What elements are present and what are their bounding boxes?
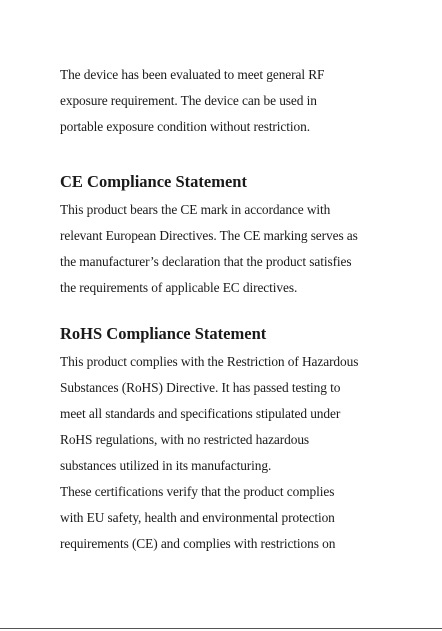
ce-compliance-paragraph <box>60 197 400 301</box>
rohs-compliance-heading: RoHS Compliance Statement <box>60 324 267 343</box>
paragraph-line: This product complies with the Restriction of Hazardous <box>60 354 359 369</box>
paragraph-line: the requirements of applicable EC directives. <box>60 280 298 295</box>
paragraph-line: substances utilized in its manufacturing. <box>60 458 272 473</box>
paragraph-line: These certifications verify that the product complies <box>60 484 335 499</box>
paragraph-line: RoHS regulations, with no restricted hazardous <box>60 432 310 447</box>
paragraph-line: meet all standards and specifications stipulated under <box>60 406 341 421</box>
paragraph-line: relevant European Directives. The CE marking serves as <box>60 228 358 243</box>
paragraph-line: Substances (RoHS) Directive. It has passed testing to <box>60 380 341 395</box>
paragraph-line: the manufacturer’s declaration that the product satisfies <box>60 254 352 269</box>
paragraph-line: requirements (CE) and complies with restrictions on <box>60 536 336 551</box>
rohs-compliance-paragraph <box>60 349 400 557</box>
paragraph-line: The device has been evaluated to meet general RF <box>60 67 325 82</box>
paragraph-line: This product bears the CE mark in accordance with <box>60 202 331 217</box>
ce-compliance-heading: CE Compliance Statement <box>60 172 247 191</box>
paragraph-line: exposure requirement. The device can be used in <box>60 93 317 108</box>
rf-exposure-paragraph <box>60 62 400 140</box>
paragraph-line: with EU safety, health and environmental protection <box>60 510 335 525</box>
paragraph-line: portable exposure condition without restriction. <box>60 119 310 134</box>
page-bottom-divider <box>0 628 442 629</box>
